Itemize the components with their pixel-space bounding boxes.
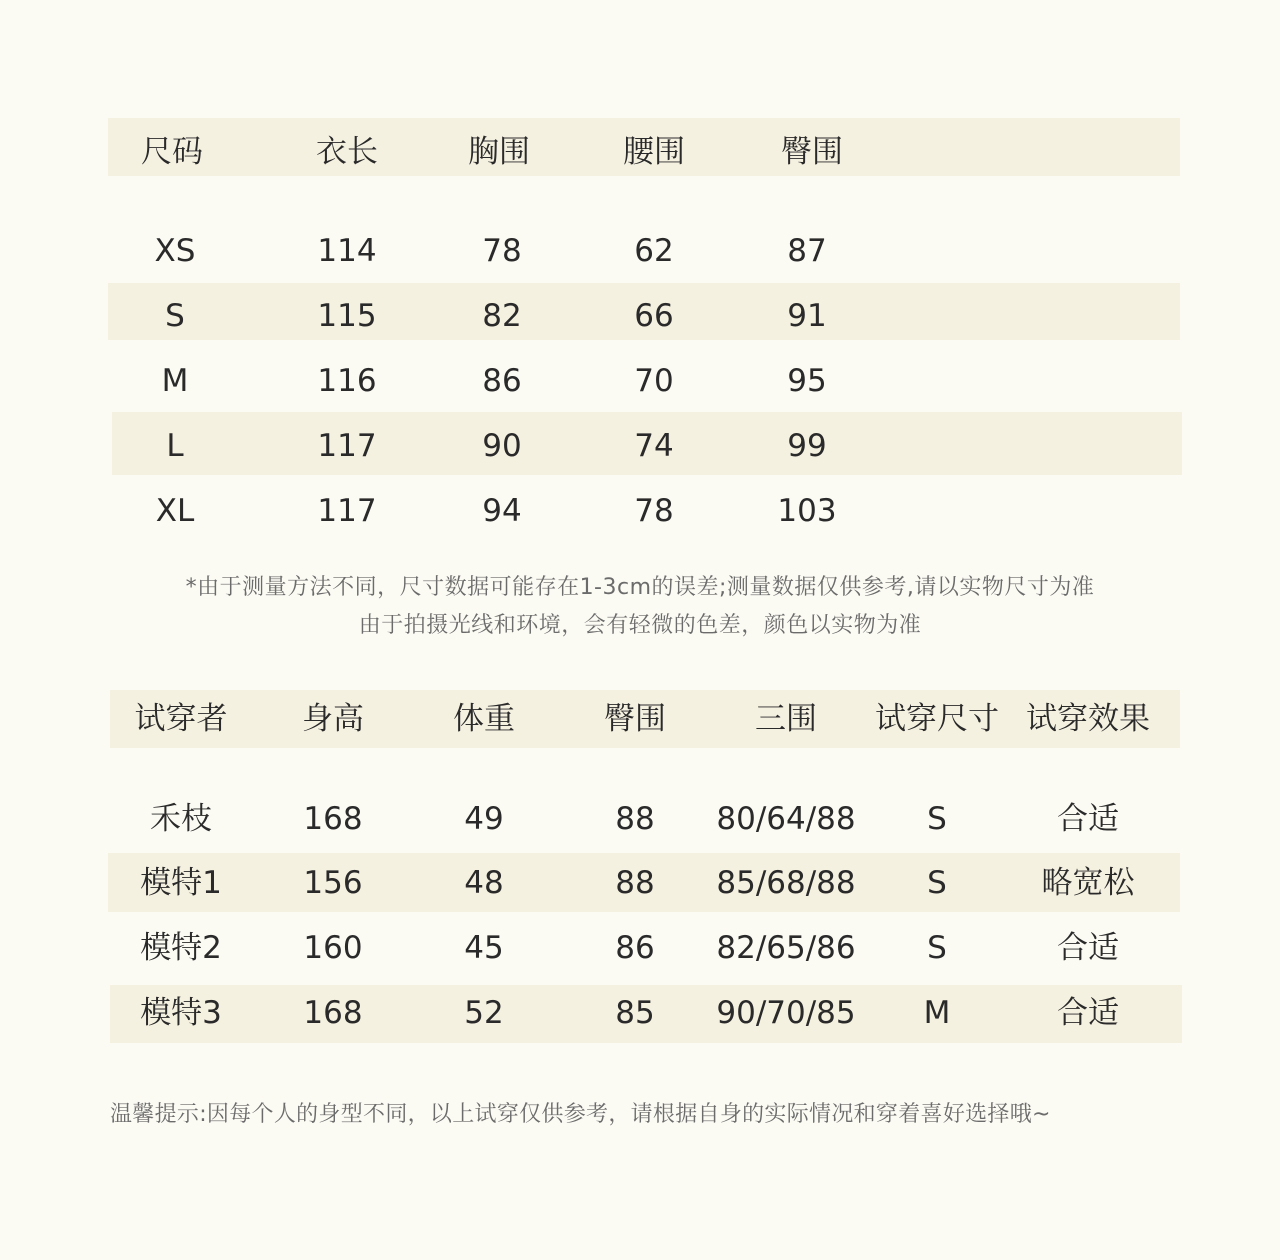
measurement-note: *由于测量方法不同，尺寸数据可能存在1-3cm的误差;测量数据仅供参考,请以实物尺寸为准 (185, 575, 1095, 600)
table-cell: 合适 (1057, 995, 1119, 1031)
size-header-cell: 胸围 (468, 134, 530, 170)
tip-note: 温馨提示:因每个人的身型不同，以上试穿仅供参考，请根据自身的实际情况和穿着喜好选择哦~ (110, 1102, 1051, 1127)
table-cell: 117 (317, 428, 377, 464)
table-cell: 78 (482, 233, 522, 269)
table-cell: 86 (615, 930, 655, 966)
table-cell: 88 (615, 865, 655, 901)
table-cell: 99 (787, 428, 827, 464)
table-cell: 90/70/85 (716, 995, 856, 1031)
table-cell: 80/64/88 (716, 801, 856, 837)
table-cell: 45 (464, 930, 504, 966)
table-cell: 74 (634, 428, 674, 464)
table-cell: XS (154, 233, 196, 269)
size-header-cell: 衣长 (316, 134, 378, 170)
table-cell: 78 (634, 493, 674, 529)
table-cell: 103 (777, 493, 837, 529)
table-cell: 62 (634, 233, 674, 269)
table-cell: 95 (787, 363, 827, 399)
table-cell: 49 (464, 801, 504, 837)
table-cell: 85 (615, 995, 655, 1031)
table-cell: S (165, 298, 185, 334)
table-cell: 合适 (1057, 930, 1119, 966)
fit-header-cell: 三围 (755, 701, 817, 737)
table-cell: 156 (303, 865, 363, 901)
fit-header-cell: 身高 (302, 701, 364, 737)
table-cell: 52 (464, 995, 504, 1031)
table-cell: 94 (482, 493, 522, 529)
table-cell: 模特2 (140, 930, 222, 966)
table-cell: 70 (634, 363, 674, 399)
table-cell: M (923, 995, 951, 1031)
table-cell: S (927, 930, 947, 966)
table-cell: 160 (303, 930, 363, 966)
table-cell: 48 (464, 865, 504, 901)
table-cell: 116 (317, 363, 377, 399)
fit-header-cell: 体重 (453, 701, 515, 737)
table-cell: S (927, 801, 947, 837)
table-cell: 86 (482, 363, 522, 399)
table-cell: 82/65/86 (716, 930, 856, 966)
size-header-cell: 臀围 (781, 134, 843, 170)
table-cell: 85/68/88 (716, 865, 856, 901)
table-cell: 略宽松 (1041, 865, 1135, 901)
table-cell: M (161, 363, 189, 399)
table-cell: 87 (787, 233, 827, 269)
table-cell: 禾枝 (150, 801, 212, 837)
table-cell: L (166, 428, 184, 464)
table-cell: XL (155, 493, 195, 529)
table-cell: 模特3 (140, 995, 222, 1031)
table-cell: 168 (303, 801, 363, 837)
fit-header-cell: 试穿尺寸 (875, 701, 999, 737)
table-cell: 模特1 (140, 865, 222, 901)
table-cell: 114 (317, 233, 377, 269)
table-cell: 168 (303, 995, 363, 1031)
size-header-cell: 腰围 (623, 134, 685, 170)
table-cell: 82 (482, 298, 522, 334)
color-note: 由于拍摄光线和环境，会有轻微的色差，颜色以实物为准 (358, 613, 922, 638)
table-cell: S (927, 865, 947, 901)
table-cell: 117 (317, 493, 377, 529)
fit-header-cell: 试穿效果 (1026, 701, 1150, 737)
table-cell: 115 (317, 298, 377, 334)
table-cell: 66 (634, 298, 674, 334)
fit-header-cell: 试穿者 (134, 701, 228, 737)
table-cell: 91 (787, 298, 827, 334)
size-header-cell: 尺码 (141, 134, 203, 170)
table-cell: 合适 (1057, 801, 1119, 837)
table-cell: 88 (615, 801, 655, 837)
table-cell: 90 (482, 428, 522, 464)
fit-header-cell: 臀围 (604, 701, 666, 737)
